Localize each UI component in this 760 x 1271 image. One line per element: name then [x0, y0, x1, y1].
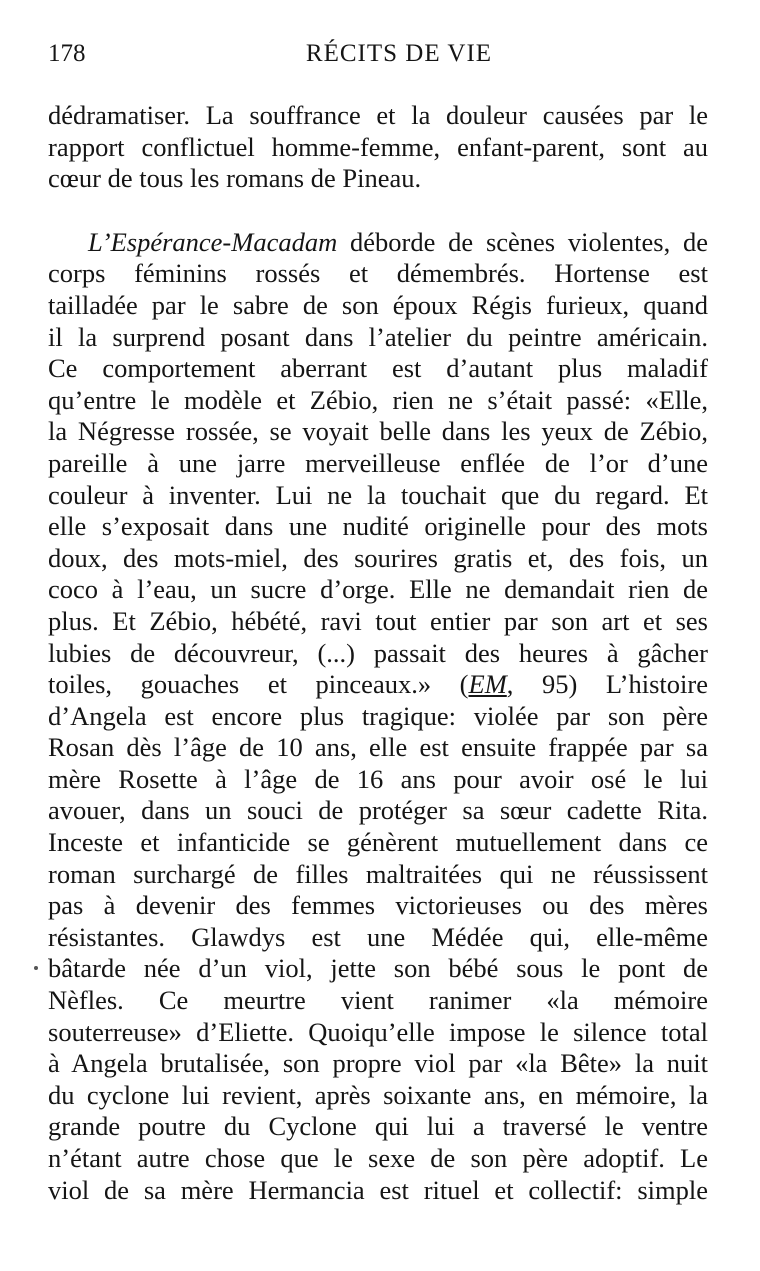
text-line: n’étant autre chose que le sexe de son père adoptif. Le — [48, 1143, 708, 1173]
citation-abbrev: EM — [468, 669, 507, 700]
text-line: avouer, dans un souci de protéger sa sœur cadette Rita. — [48, 795, 708, 826]
text-line: Rosan dès l’âge de 10 ans, elle est ensuite frappée par sa — [48, 732, 708, 763]
text-line: mère Rosette à l’âge de 16 ans pour avoir osé le lui — [48, 763, 708, 794]
text-line: lubies de découvreur, (...) passait des heures à gâcher — [48, 637, 708, 668]
text-line: Nèfles. Ce meurtre vient ranimer «la mémoire — [48, 985, 708, 1016]
text-line: à Angela brutalisée, son propre viol par «la Bête» la nuit — [48, 1048, 708, 1079]
text-line: la Négresse rossée, se voyait belle dans les yeux de Zébio, — [48, 416, 708, 447]
text-line: bâtarde née d’un viol, jette son bébé sous le pont de — [48, 953, 708, 984]
text-line: qu’entre le modèle et Zébio, rien ne s’était passé: «Elle, — [48, 384, 708, 415]
paragraph-gap — [48, 195, 708, 227]
book-title: L’Espérance-Macadam — [88, 226, 338, 257]
running-title: RÉCITS DE VIE — [305, 40, 493, 67]
text-line: plus. Et Zébio, hébété, ravi tout entier par son art et ses — [48, 605, 708, 636]
text-line: couleur à inventer. Lui ne la touchait que du regard. Et — [48, 479, 708, 510]
text-line: elle s’exposait dans une nudité originelle pour des mots — [48, 511, 708, 542]
text-line: souterreuse» d’Eliette. Quoiqu’elle impose le silence total — [48, 1016, 708, 1047]
page-header — [48, 40, 708, 74]
text-line — [48, 227, 708, 259]
text-line: du cyclone lui revient, après soixante ans, en mémoire, la — [48, 1079, 708, 1110]
text-line: cœur de tous les romans de Pineau. — [48, 163, 422, 194]
text-line: pas à devenir des femmes victorieuses ou des mères — [48, 890, 708, 921]
text-line: corps féminins rossés et démembrés. Hortense est — [48, 258, 708, 289]
line-text: toiles, gouaches et pinceaux.» ( — [48, 669, 469, 700]
text-line: dédramatiser. La souffrance et la douleur causées par le — [48, 100, 708, 130]
text-line: Inceste et infanticide se génèrent mutuellement dans ce — [48, 827, 708, 858]
page-number: 178 — [48, 40, 86, 67]
margin-dot — [34, 966, 38, 970]
text-line: grande poutre du Cyclone qui lui a traversé le ventre — [48, 1111, 708, 1142]
text-line: coco à l’eau, un sucre d’orge. Elle ne demandait rien de — [48, 574, 708, 605]
text-line: rapport conflictuel homme-femme, enfant-parent, sont au — [48, 131, 708, 162]
line-text: déborde de scènes violentes, de — [337, 226, 708, 257]
text-line: roman surchargé de filles maltraitées qui ne réussissent — [48, 858, 708, 889]
text-line: d’Angela est encore plus tragique: violée par son père — [48, 700, 708, 731]
text-line — [48, 669, 708, 701]
text-line: résistantes. Glawdys est une Médée qui, elle-même — [48, 921, 708, 952]
text-line: Ce comportement aberrant est d’autant plus maladif — [48, 353, 708, 384]
text-line: viol de sa mère Hermancia est rituel et collectif: simple — [48, 1174, 708, 1205]
text-line: doux, des mots-miel, des sourires gratis et, des fois, un — [48, 542, 708, 573]
line-text: , 95) L’histoire — [506, 669, 708, 700]
body-text — [48, 100, 708, 1206]
text-line: il la surprend posant dans l’atelier du peintre américain. — [48, 321, 708, 352]
text-line: tailladée par le sabre de son époux Régis furieux, quand — [48, 289, 708, 320]
text-line: pareille à une jarre merveilleuse enflée de l’or d’une — [48, 447, 708, 478]
